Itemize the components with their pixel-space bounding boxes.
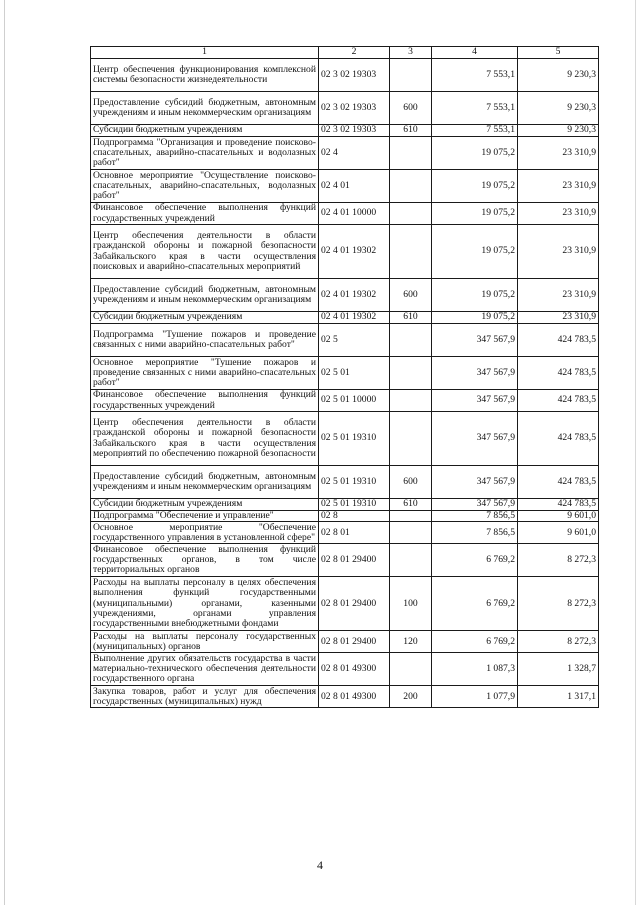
row-value-col4-cell: 1 077,9: [432, 686, 518, 708]
row-expense-type-cell: 200: [390, 686, 432, 708]
row-code-cell: 02 8 01 29400: [319, 577, 390, 631]
row-code-cell: 02 8 01 49300: [319, 653, 390, 686]
row-name-cell: Центр обеспечения деятельности в области гражданской обороны и пожарной безопасности Забайкальского края в части осуществления мероприятий по обеспечению пожарной безопасности: [91, 412, 319, 466]
row-name-cell: Основное мероприятие "Обеспечение государственного управления в установленной сфере": [91, 522, 319, 544]
row-code-cell: 02 4 01 19302: [319, 312, 390, 324]
table-row: [91, 357, 599, 390]
row-code-cell: 02 4 01 19302: [319, 225, 390, 279]
row-value-col4-cell: 347 567,9: [432, 466, 518, 499]
row-code-cell: 02 5 01 19310: [319, 499, 390, 511]
row-value-col5-cell: 424 783,5: [518, 357, 599, 390]
row-expense-type-cell: [390, 59, 432, 92]
row-name-cell: Закупка товаров, работ и услуг для обеспечения государственных (муниципальных) нужд: [91, 686, 319, 708]
row-code-cell: 02 4 01: [319, 170, 390, 203]
table-row: [91, 522, 599, 544]
row-value-col4-cell: 347 567,9: [432, 357, 518, 390]
row-code-cell: 02 8 01 49300: [319, 686, 390, 708]
row-value-col4-cell: 6 769,2: [432, 631, 518, 653]
row-expense-type-cell: [390, 203, 432, 225]
row-value-col4-cell: 347 567,9: [432, 324, 518, 357]
table-row: [91, 686, 599, 708]
row-value-col5-cell: 424 783,5: [518, 466, 599, 499]
row-expense-type-cell: [390, 653, 432, 686]
row-name-cell: Подпрограмма "Тушение пожаров и проведение связанных с ними аварийно-спасательных работ": [91, 324, 319, 357]
row-expense-type-cell: [390, 357, 432, 390]
table-row: [91, 653, 599, 686]
row-expense-type-cell: 600: [390, 279, 432, 312]
row-value-col5-cell: 424 783,5: [518, 499, 599, 511]
row-code-cell: 02 8 01 29400: [319, 631, 390, 653]
row-value-col4-cell: 19 075,2: [432, 137, 518, 170]
table-row: [91, 59, 599, 92]
row-code-cell: 02 3 02 19303: [319, 59, 390, 92]
row-name-cell: Финансовое обеспечение выполнения функций государственных органов, в том числе территориальных органов: [91, 544, 319, 577]
row-name-cell: Субсидии бюджетным учреждениям: [91, 499, 319, 511]
table-row: [91, 279, 599, 312]
row-code-cell: 02 8: [319, 511, 390, 522]
row-code-cell: 02 8 01 29400: [319, 544, 390, 577]
row-value-col5-cell: 23 310,9: [518, 279, 599, 312]
header-col-5: 5: [518, 47, 599, 59]
row-name-cell: Подпрограмма "Обеспечение и управление": [91, 511, 319, 522]
row-value-col4-cell: 19 075,2: [432, 279, 518, 312]
budget-table: [90, 46, 599, 708]
table-row: [91, 225, 599, 279]
row-expense-type-cell: [390, 390, 432, 412]
table-row: [91, 170, 599, 203]
table-row: [91, 412, 599, 466]
row-expense-type-cell: [390, 412, 432, 466]
row-expense-type-cell: 600: [390, 466, 432, 499]
row-code-cell: 02 5 01 19310: [319, 466, 390, 499]
row-value-col5-cell: 23 310,9: [518, 312, 599, 324]
row-expense-type-cell: 610: [390, 499, 432, 511]
row-code-cell: 02 5: [319, 324, 390, 357]
table-row: [91, 137, 599, 170]
row-value-col4-cell: 7 856,5: [432, 511, 518, 522]
row-name-cell: Предоставление субсидий бюджетным, автономным учреждениям и иным некоммерческим организациям: [91, 92, 319, 125]
row-name-cell: Основное мероприятие "Тушение пожаров и проведение связанных с ними аварийно-спасательных работ": [91, 357, 319, 390]
row-expense-type-cell: 600: [390, 92, 432, 125]
row-value-col5-cell: 9 230,3: [518, 59, 599, 92]
row-value-col5-cell: 8 272,3: [518, 631, 599, 653]
header-col-2: 2: [319, 47, 390, 59]
row-value-col5-cell: 9 601,0: [518, 522, 599, 544]
row-expense-type-cell: 120: [390, 631, 432, 653]
row-value-col5-cell: 23 310,9: [518, 170, 599, 203]
table-row: [91, 125, 599, 137]
row-expense-type-cell: [390, 324, 432, 357]
table-row: [91, 92, 599, 125]
row-value-col5-cell: 9 601,0: [518, 511, 599, 522]
header-col-4: 4: [432, 47, 518, 59]
header-row: [91, 47, 599, 59]
row-value-col4-cell: 1 087,3: [432, 653, 518, 686]
row-expense-type-cell: [390, 522, 432, 544]
row-value-col4-cell: 6 769,2: [432, 577, 518, 631]
row-value-col5-cell: 9 230,3: [518, 125, 599, 137]
row-name-cell: Расходы на выплаты персоналу в целях обеспечения выполнения функций государственными (муниципальными) органами, казенными учреждениями, органами управления государственными внебюджетными фондами: [91, 577, 319, 631]
row-value-col4-cell: 7 553,1: [432, 59, 518, 92]
row-name-cell: Финансовое обеспечение выполнения функций государственных учреждений: [91, 390, 319, 412]
row-expense-type-cell: [390, 511, 432, 522]
row-name-cell: Финансовое обеспечение выполнения функций государственных учреждений: [91, 203, 319, 225]
table-row: [91, 324, 599, 357]
row-expense-type-cell: 100: [390, 577, 432, 631]
row-name-cell: Центр обеспечения деятельности в области гражданской обороны и пожарной безопасности Забайкальского края в части осуществления поисковых и аварийно-спасательных мероприятий: [91, 225, 319, 279]
table-row: [91, 203, 599, 225]
row-value-col4-cell: 19 075,2: [432, 225, 518, 279]
row-code-cell: 02 5 01 10000: [319, 390, 390, 412]
table-row: [91, 631, 599, 653]
row-code-cell: 02 4 01 19302: [319, 279, 390, 312]
row-expense-type-cell: 610: [390, 125, 432, 137]
header-col-1: 1: [91, 47, 319, 59]
row-value-col5-cell: 23 310,9: [518, 137, 599, 170]
row-expense-type-cell: 610: [390, 312, 432, 324]
row-name-cell: Предоставление субсидий бюджетным, автономным учреждениям и иным некоммерческим организациям: [91, 466, 319, 499]
row-value-col5-cell: 424 783,5: [518, 412, 599, 466]
row-expense-type-cell: [390, 225, 432, 279]
row-value-col4-cell: 19 075,2: [432, 312, 518, 324]
table-row: [91, 544, 599, 577]
row-name-cell: Расходы на выплаты персоналу государственных (муниципальных) органов: [91, 631, 319, 653]
row-value-col5-cell: 8 272,3: [518, 544, 599, 577]
scan-edge-left: [4, 0, 5, 905]
table-row: [91, 466, 599, 499]
row-expense-type-cell: [390, 170, 432, 203]
page-number: 4: [317, 858, 323, 872]
row-value-col4-cell: 347 567,9: [432, 412, 518, 466]
table-row: [91, 511, 599, 522]
row-code-cell: 02 4 01 10000: [319, 203, 390, 225]
row-name-cell: Основное мероприятие "Осуществление поисково-спасательных, аварийно-спасательных, водолазных работ": [91, 170, 319, 203]
row-name-cell: Подпрограмма "Организация и проведение поисково-спасательных, аварийно-спасательных и водолазных работ": [91, 137, 319, 170]
table-row: [91, 312, 599, 324]
row-expense-type-cell: [390, 544, 432, 577]
row-value-col4-cell: 7 553,1: [432, 125, 518, 137]
row-code-cell: 02 3 02 19303: [319, 92, 390, 125]
table-row: [91, 390, 599, 412]
row-value-col5-cell: 8 272,3: [518, 577, 599, 631]
row-value-col5-cell: 23 310,9: [518, 225, 599, 279]
scan-edge-right: [635, 0, 636, 905]
row-value-col4-cell: 19 075,2: [432, 203, 518, 225]
row-value-col4-cell: 6 769,2: [432, 544, 518, 577]
row-value-col5-cell: 23 310,9: [518, 203, 599, 225]
row-value-col5-cell: 1 328,7: [518, 653, 599, 686]
row-value-col4-cell: 7 553,1: [432, 92, 518, 125]
row-value-col4-cell: 347 567,9: [432, 390, 518, 412]
row-name-cell: Субсидии бюджетным учреждениям: [91, 312, 319, 324]
row-value-col5-cell: 424 783,5: [518, 324, 599, 357]
table-row: [91, 577, 599, 631]
table-row: [91, 499, 599, 511]
row-code-cell: 02 3 02 19303: [319, 125, 390, 137]
row-name-cell: Субсидии бюджетным учреждениям: [91, 125, 319, 137]
row-value-col5-cell: 424 783,5: [518, 390, 599, 412]
row-code-cell: 02 5 01: [319, 357, 390, 390]
row-value-col5-cell: 9 230,3: [518, 92, 599, 125]
row-code-cell: 02 4: [319, 137, 390, 170]
row-code-cell: 02 5 01 19310: [319, 412, 390, 466]
row-value-col5-cell: 1 317,1: [518, 686, 599, 708]
row-name-cell: Выполнение других обязательств государства в части материально-технического обеспечения деятельности государственного органа: [91, 653, 319, 686]
row-expense-type-cell: [390, 137, 432, 170]
row-value-col4-cell: 347 567,9: [432, 499, 518, 511]
row-value-col4-cell: 7 856,5: [432, 522, 518, 544]
row-value-col4-cell: 19 075,2: [432, 170, 518, 203]
row-name-cell: Предоставление субсидий бюджетным, автономным учреждениям и иным некоммерческим организациям: [91, 279, 319, 312]
row-code-cell: 02 8 01: [319, 522, 390, 544]
header-col-3: 3: [390, 47, 432, 59]
row-name-cell: Центр обеспечения функционирования комплексной системы безопасности жизнедеятельности: [91, 59, 319, 92]
